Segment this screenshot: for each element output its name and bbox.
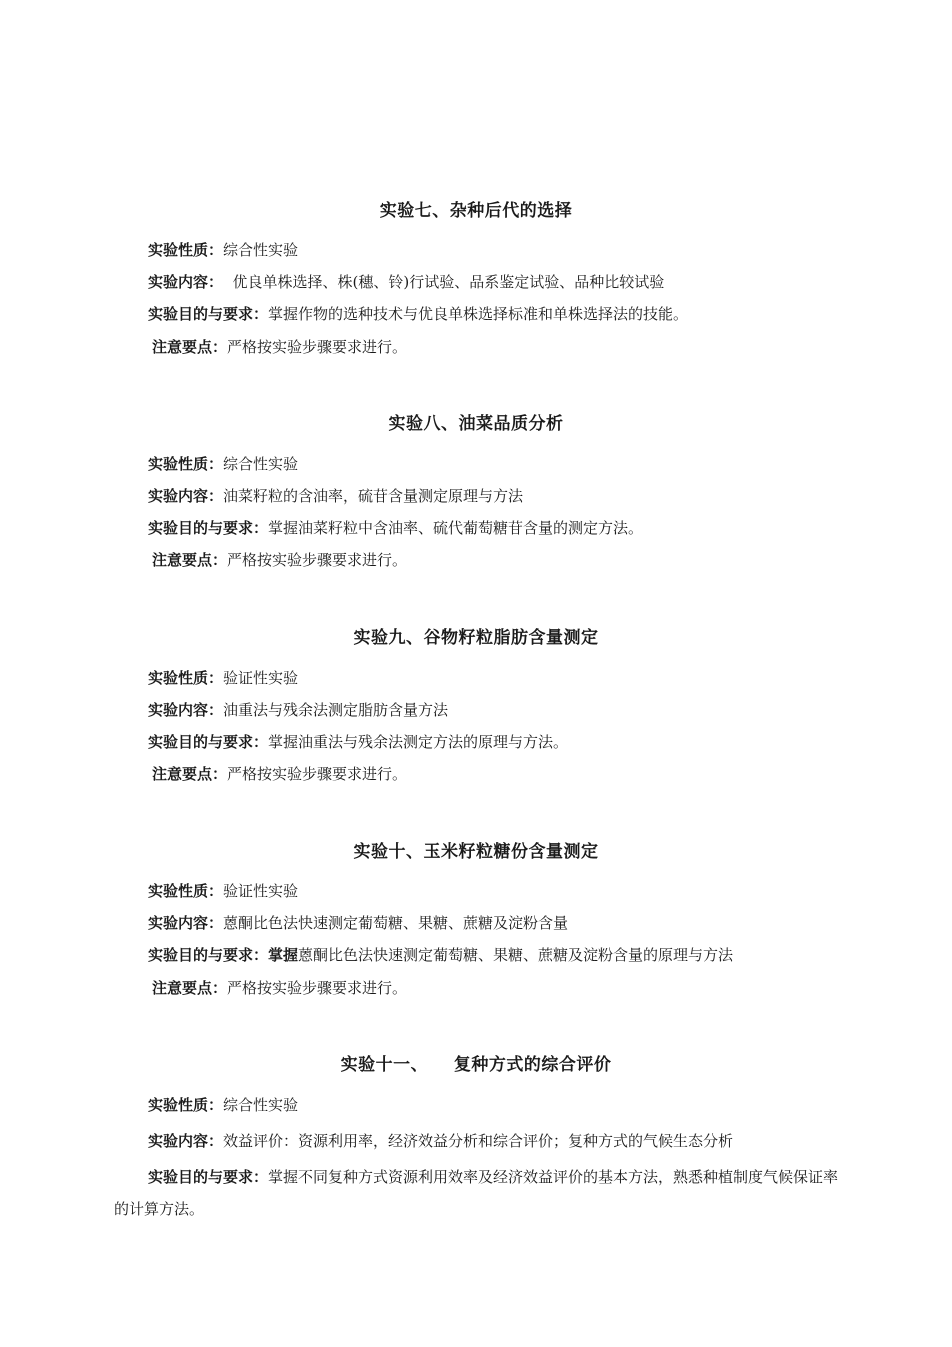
goal-value: 蒽酮比色法快速测定葡萄糖、果糖、蔗糖及淀粉含量的原理与方法 bbox=[298, 946, 734, 964]
nature-label: 实验性质： bbox=[148, 455, 224, 473]
section-title: 实验十一、 复种方式的综合评价 bbox=[340, 1055, 612, 1075]
content-label: 实验内容： bbox=[148, 487, 224, 505]
content-value: 效益评价：资源利用率，经济效益分析和综合评价；复种方式的气候生态分析 bbox=[223, 1132, 734, 1150]
nature-line bbox=[148, 1095, 298, 1115]
content-line bbox=[148, 486, 523, 506]
goal-value: 掌握油菜籽粒中含油率、硫代葡萄糖苷含量的测定方法。 bbox=[268, 519, 644, 537]
note-line bbox=[152, 550, 407, 570]
goal-value: 掌握作物的选种技术与优良单株选择标准和单株选择法的技能。 bbox=[268, 305, 689, 323]
goal-label: 实验目的与要求： bbox=[148, 1168, 269, 1186]
content-value: 油重法与残余法测定脂肪含量方法 bbox=[223, 701, 449, 719]
note-label: 注意要点： bbox=[152, 765, 228, 783]
goal-label: 实验目的与要求： bbox=[148, 305, 269, 323]
section-title: 实验十、玉米籽粒糖份含量测定 bbox=[353, 842, 599, 862]
content-line bbox=[148, 700, 448, 720]
note-label: 注意要点： bbox=[152, 338, 228, 356]
nature-value: 综合性实验 bbox=[223, 455, 299, 473]
goal-line bbox=[148, 518, 643, 538]
nature-value: 综合性实验 bbox=[223, 241, 299, 259]
section-title: 实验八、油菜品质分析 bbox=[388, 414, 564, 434]
nature-line bbox=[148, 240, 298, 260]
nature-line bbox=[148, 454, 298, 474]
goal-line bbox=[148, 945, 733, 965]
goal-label: 实验目的与要求： bbox=[148, 519, 269, 537]
note-value: 严格按实验步骤要求进行。 bbox=[227, 338, 408, 356]
goal-line bbox=[148, 304, 688, 324]
goal-label: 实验目的与要求： bbox=[148, 733, 269, 751]
content-value: 优良单株选择、株(穗、铃)行试验、品系鉴定试验、品种比较试验 bbox=[223, 273, 665, 291]
note-line bbox=[152, 978, 407, 998]
content-value: 油菜籽粒的含油率，硫苷含量测定原理与方法 bbox=[223, 487, 524, 505]
section-title: 实验七、杂种后代的选择 bbox=[379, 201, 573, 221]
note-label: 注意要点： bbox=[152, 551, 228, 569]
goal-line bbox=[148, 732, 568, 752]
goal-label: 实验目的与要求：掌握 bbox=[148, 946, 299, 964]
section-title: 实验九、谷物籽粒脂肪含量测定 bbox=[353, 628, 599, 648]
nature-line bbox=[148, 881, 298, 901]
content-label: 实验内容： bbox=[148, 914, 224, 932]
note-label: 注意要点： bbox=[152, 979, 228, 997]
content-line bbox=[148, 1131, 733, 1151]
content-label: 实验内容： bbox=[148, 701, 224, 719]
note-line bbox=[152, 337, 407, 357]
goal-value: 掌握不同复种方式资源利用效率及经济效益评价的基本方法，熟悉种植制度气候保证率的计算方法。 bbox=[114, 1168, 839, 1218]
nature-label: 实验性质： bbox=[148, 241, 224, 259]
content-line bbox=[148, 272, 664, 292]
content-label: 实验内容： bbox=[148, 273, 224, 291]
content-value: 蒽酮比色法快速测定葡萄糖、果糖、蔗糖及淀粉含量 bbox=[223, 914, 569, 932]
note-line bbox=[152, 764, 407, 784]
content-label: 实验内容： bbox=[148, 1132, 224, 1150]
goal-value: 掌握油重法与残余法测定方法的原理与方法。 bbox=[268, 733, 569, 751]
note-value: 严格按实验步骤要求进行。 bbox=[227, 765, 408, 783]
goal-paragraph bbox=[114, 1161, 844, 1225]
nature-value: 综合性实验 bbox=[223, 1096, 299, 1114]
nature-value: 验证性实验 bbox=[223, 882, 299, 900]
note-value: 严格按实验步骤要求进行。 bbox=[227, 979, 408, 997]
nature-value: 验证性实验 bbox=[223, 669, 299, 687]
nature-label: 实验性质： bbox=[148, 1096, 224, 1114]
content-line bbox=[148, 913, 568, 933]
nature-label: 实验性质： bbox=[148, 669, 224, 687]
nature-line bbox=[148, 668, 298, 688]
nature-label: 实验性质： bbox=[148, 882, 224, 900]
note-value: 严格按实验步骤要求进行。 bbox=[227, 551, 408, 569]
